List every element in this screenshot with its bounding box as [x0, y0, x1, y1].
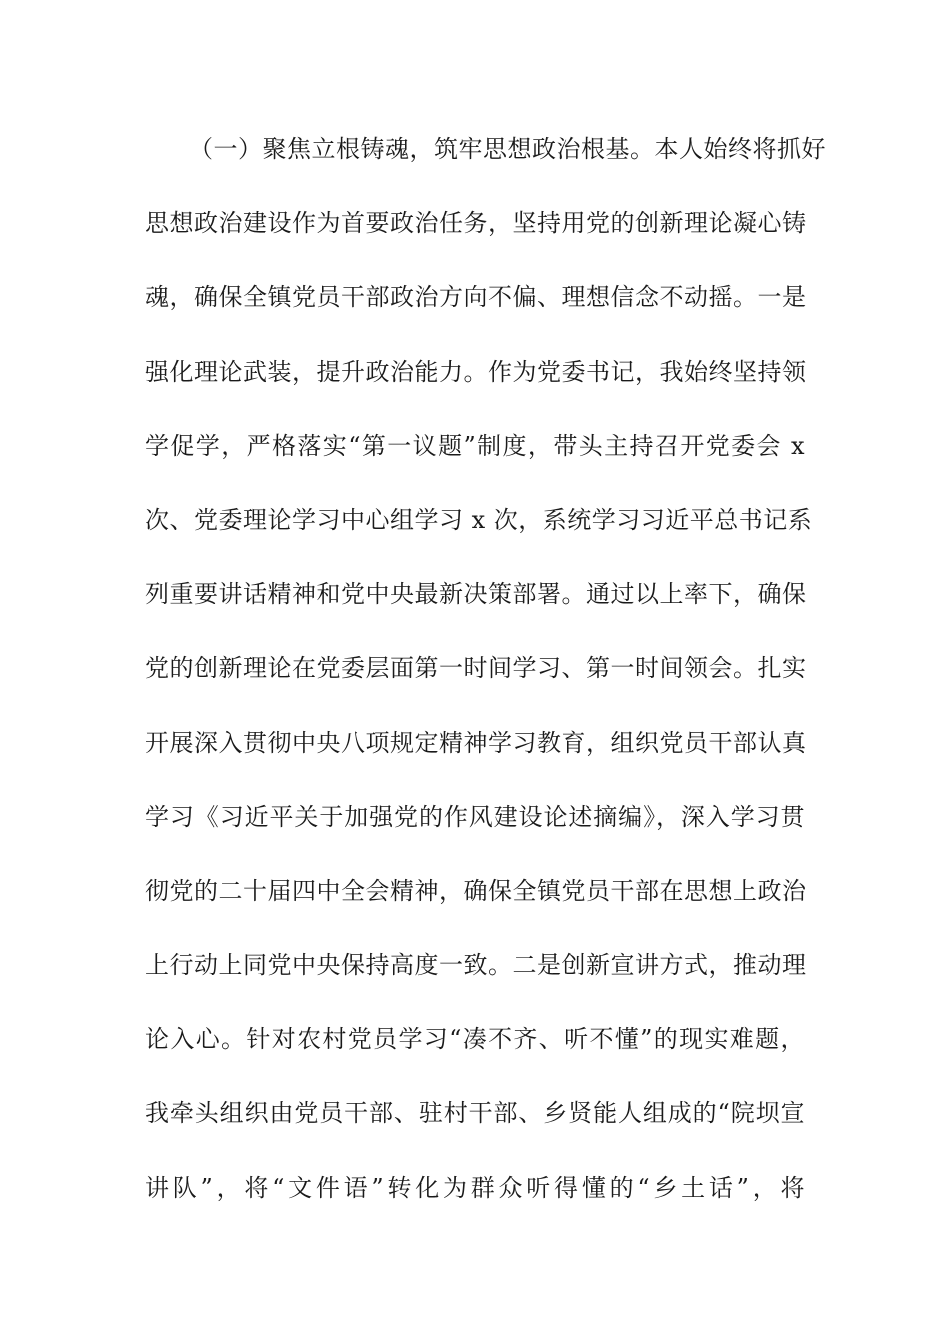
- text-line: 我牵头组织由党员干部、驻村干部、乡贤能人组成的“院坝宣: [145, 1099, 805, 1128]
- paragraph: [145, 112, 826, 1225]
- text-line: 彻党的二十届四中全会精神，确保全镇党员干部在思想上政治: [145, 876, 807, 905]
- text-line: 上行动上同党中央保持高度一致。二是创新宣讲方式，推动理: [145, 951, 807, 980]
- text-line: 学习《习近平关于加强党的作风建设论述摘编》，深入学习贯: [145, 802, 805, 831]
- text-line: 讲队”，将“文件语”转化为群众听得懂的“乡土话”，将: [145, 1173, 805, 1202]
- text-line: 魂，确保全镇党员干部政治方向不偏、理想信念不动摇。一是: [145, 283, 807, 312]
- text-line: 列重要讲话精神和党中央最新决策部署。通过以上率下，确保: [145, 580, 807, 609]
- text-line: 思想政治建设作为首要政治任务，坚持用党的创新理论凝心铸: [145, 209, 807, 238]
- text-line: 强化理论武装，提升政治能力。作为党委书记，我始终坚持领: [145, 357, 807, 386]
- text-line: （一）聚焦立根铸魂，筑牢思想政治根基。本人始终将抓好: [189, 135, 826, 163]
- text-line: 论入心。针对农村党员学习“凑不齐、听不懂”的现实难题，: [145, 1025, 805, 1054]
- text-line: 党的创新理论在党委层面第一时间学习、第一时间领会。扎实: [145, 654, 807, 683]
- text-line: 学促学，严格落实“第一议题”制度，带头主持召开党委会 x: [145, 431, 805, 460]
- text-line: 开展深入贯彻中央八项规定精神学习教育，组织党员干部认真: [145, 728, 807, 757]
- text-line: 次、党委理论学习中心组学习 x 次，系统学习习近平总书记系: [145, 505, 813, 534]
